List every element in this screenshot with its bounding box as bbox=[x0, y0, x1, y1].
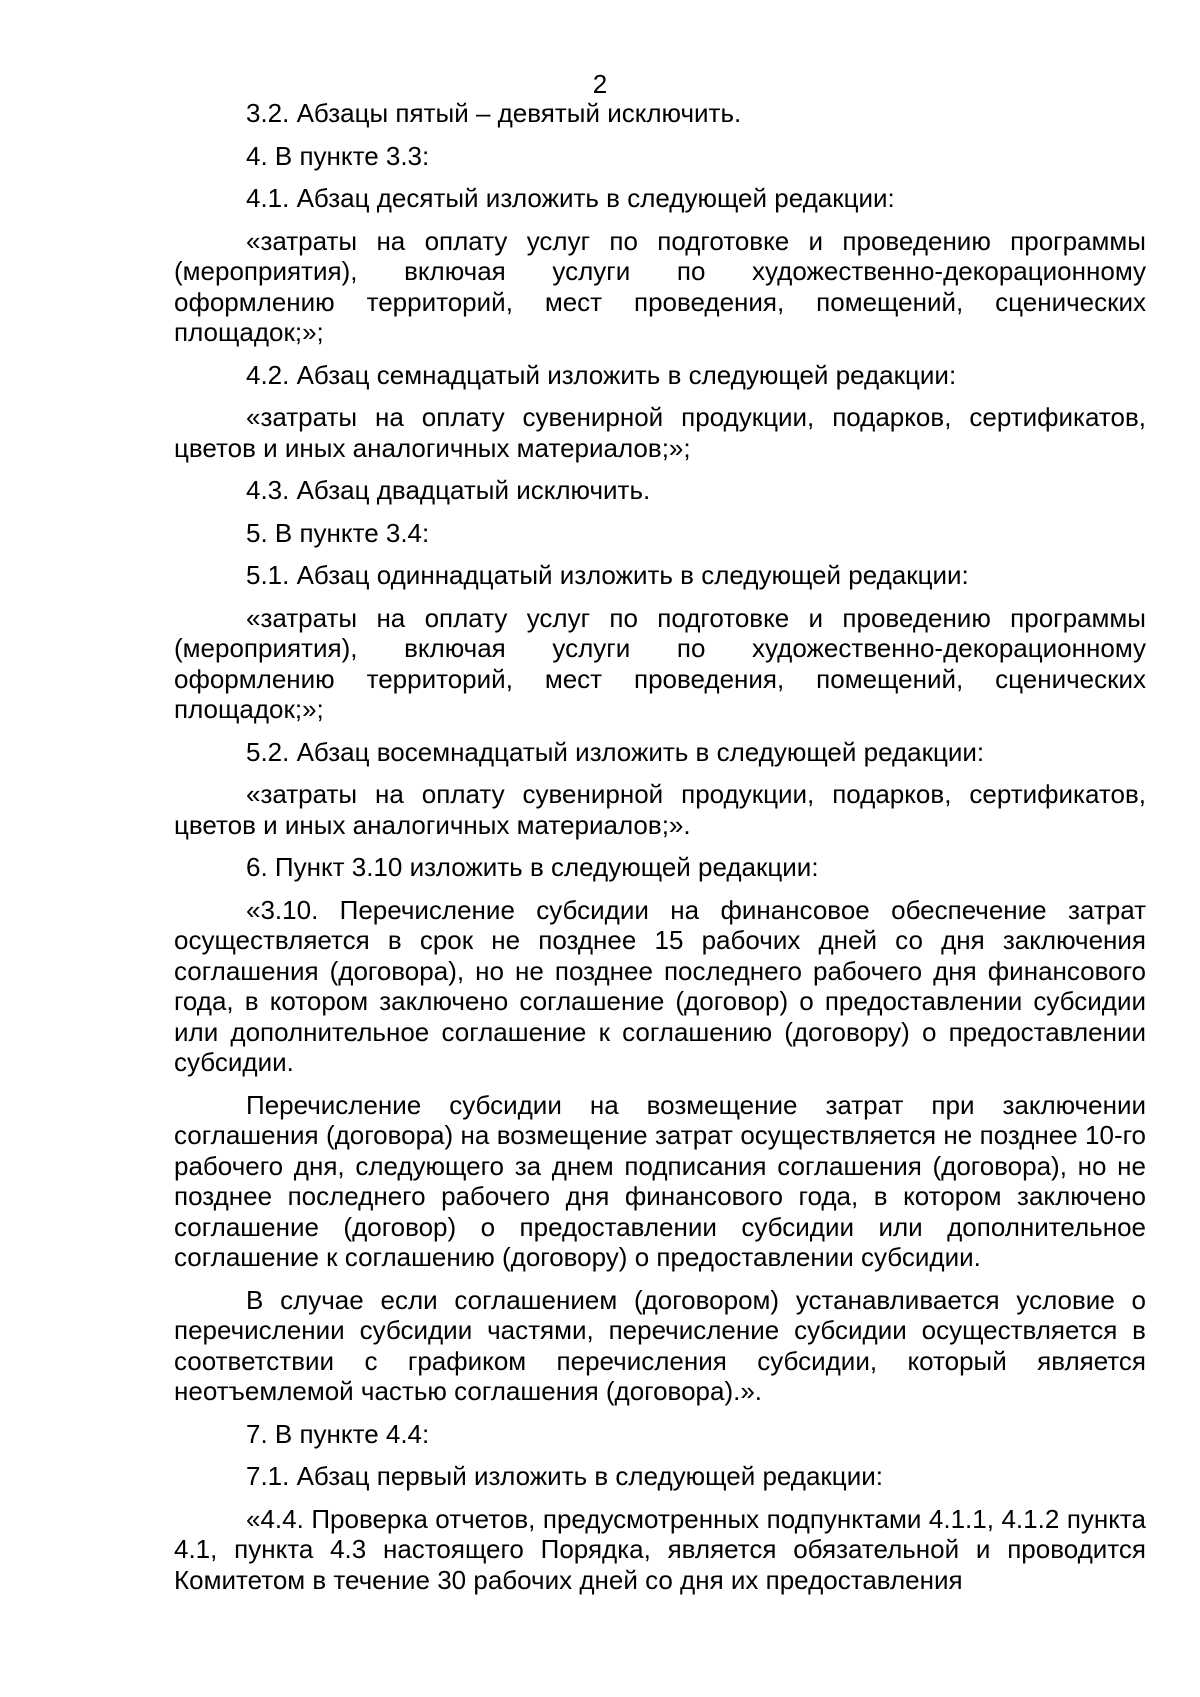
paragraph: «3.10. Перечисление субсидии на финансовое обеспечение затрат осуществляется в срок не позднее 15 рабочих дней со дня заключения соглашения (договора), но не позднее последнего рабочего дня финансового года, в котором заключено соглашение (договор) о предоставлении субсидии или дополнительное соглашение к соглашению (договору) о предоставлении субсидии. bbox=[174, 894, 1146, 1077]
paragraph: «затраты на оплату услуг по подготовке и проведению программы (мероприятия), включая услуги по художественно-декорационному оформлению территорий, мест проведения, помещений, сценических площадок;»; bbox=[174, 602, 1146, 724]
paragraph: 4.2. Абзац семнадцатый изложить в следующей редакции: bbox=[246, 359, 957, 390]
paragraph: 3.2. Абзацы пятый – девятый исключить. bbox=[246, 98, 742, 128]
paragraph: «затраты на оплату сувенирной продукции, подарков, сертификатов, цветов и иных аналогичных материалов;». bbox=[174, 779, 1146, 840]
paragraph: В случае если соглашением (договором) устанавливается условие о перечислении субсидии частями, перечисление субсидии осуществляется в соответствии с графиком перечисления субсидии, который является неотъемлемой частью соглашения (договора).». bbox=[174, 1284, 1146, 1406]
paragraph: 4.3. Абзац двадцатый исключить. bbox=[246, 475, 651, 505]
paragraph: 7. В пункте 4.4: bbox=[246, 1418, 430, 1449]
paragraph: Перечисление субсидии на возмещение затрат при заключении соглашения (договора) на возмещение затрат осуществляется не позднее 10-го рабочего дня, следующего за днем подписания соглашения (договора), но не позднее последнего рабочего дня финансового года, в котором заключено соглашение (договор) о предоставлении субсидии или дополнительное соглашение к соглашению (договору) о предоставлении субсидии. bbox=[174, 1089, 1146, 1272]
page-number: 2 bbox=[592, 69, 608, 99]
paragraph: «затраты на оплату сувенирной продукции, подарков, сертификатов, цветов и иных аналогичных материалов;»; bbox=[174, 402, 1146, 463]
paragraph: 4. В пункте 3.3: bbox=[246, 140, 430, 171]
paragraph: «затраты на оплату услуг по подготовке и проведению программы (мероприятия), включая услуги по художественно-декорационному оформлению территорий, мест проведения, помещений, сценических площадок;»; bbox=[174, 225, 1146, 347]
paragraph: 7.1. Абзац первый изложить в следующей редакции: bbox=[246, 1461, 883, 1491]
paragraph: «4.4. Проверка отчетов, предусмотренных подпунктами 4.1.1, 4.1.2 пункта 4.1, пункта 4.3 настоящего Порядка, является обязательной и проводится Комитетом в течение 30 рабочих дней со дня их предоставления bbox=[174, 1503, 1146, 1595]
paragraph: 5.2. Абзац восемнадцатый изложить в следующей редакции: bbox=[246, 736, 985, 767]
document-body bbox=[174, 98, 1146, 1607]
paragraph: 4.1. Абзац десятый изложить в следующей редакции: bbox=[246, 183, 895, 213]
paragraph: 5.1. Абзац одиннадцатый изложить в следующей редакции: bbox=[246, 560, 969, 590]
paragraph: 6. Пункт 3.10 изложить в следующей редакции: bbox=[246, 852, 819, 882]
paragraph: 5. В пункте 3.4: bbox=[246, 517, 430, 548]
